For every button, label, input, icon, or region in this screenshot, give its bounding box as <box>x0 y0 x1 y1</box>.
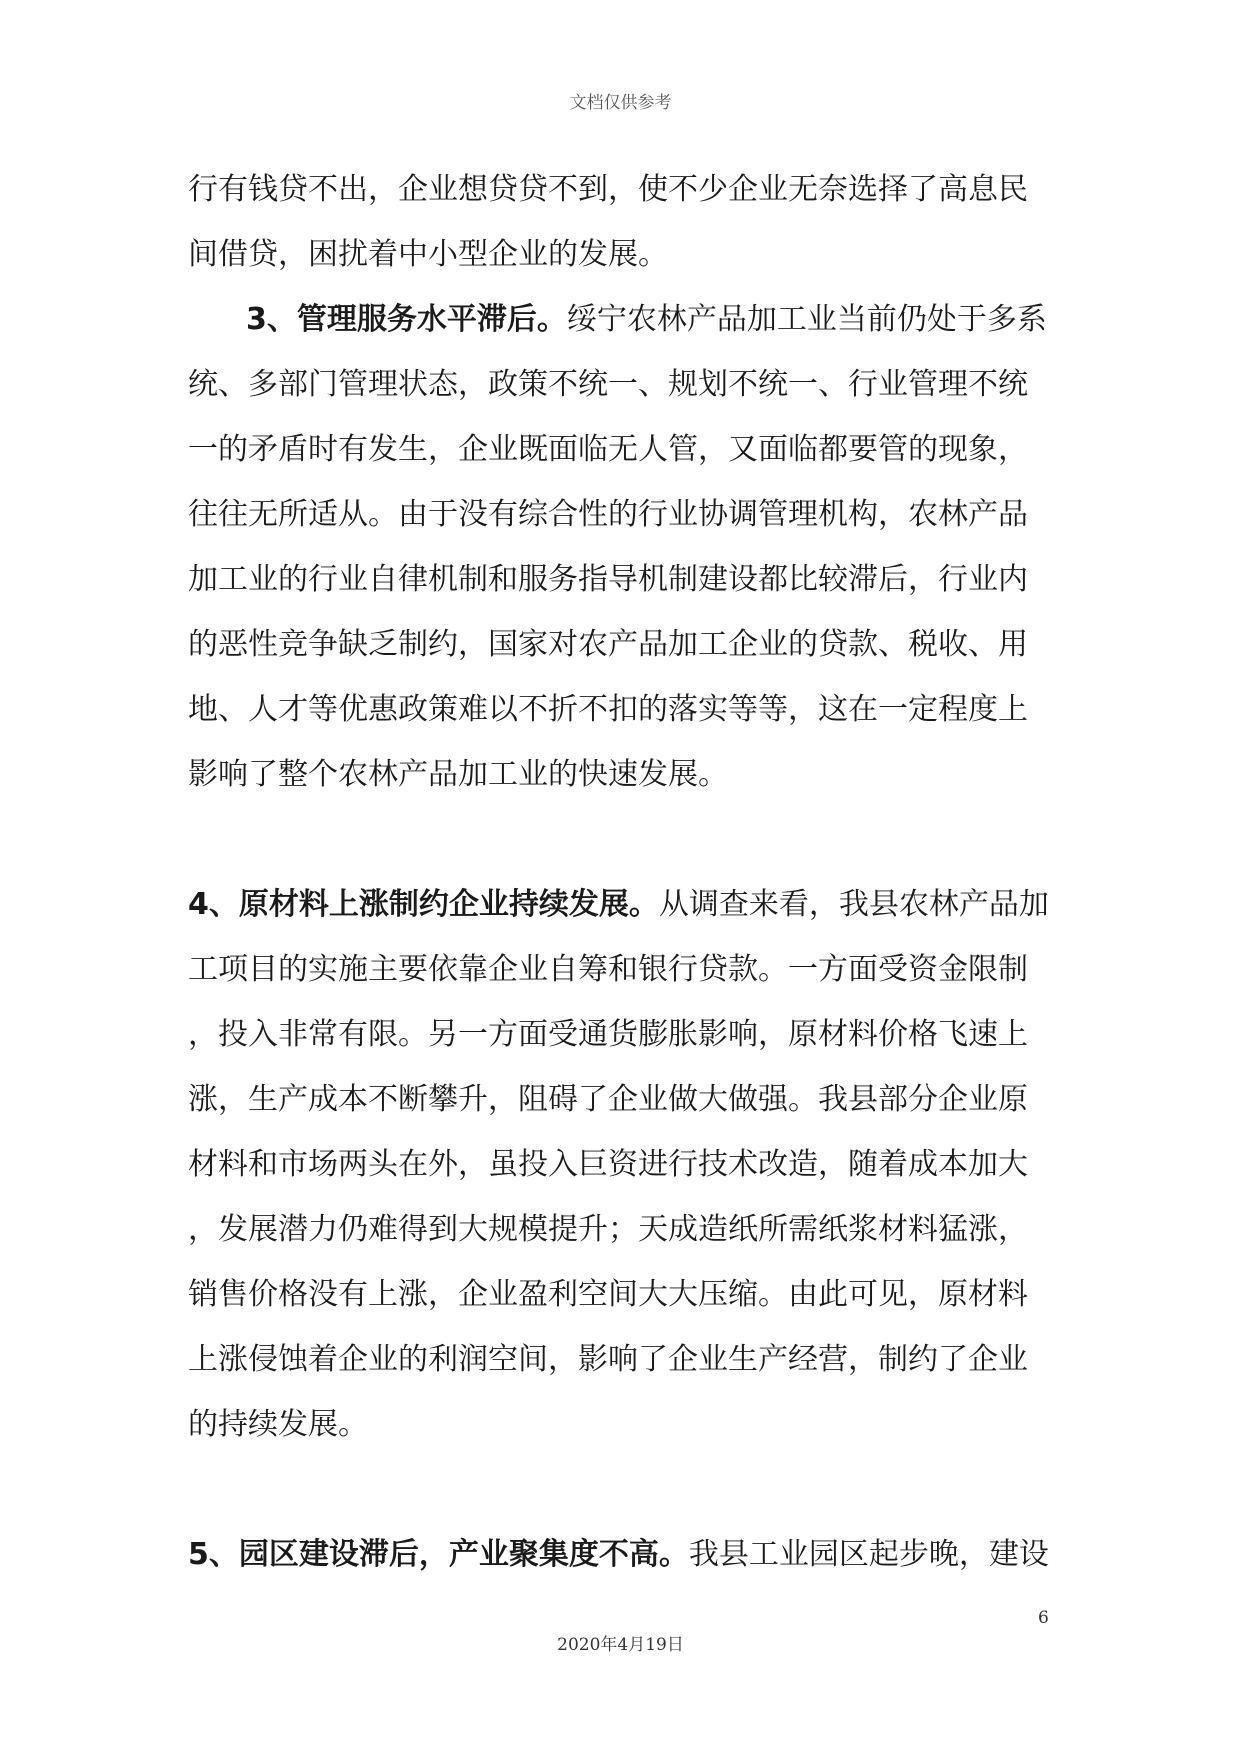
text-line: 的恶性竞争缺乏制约，国家对农产品加工企业的贷款、税收、用 <box>188 627 1028 662</box>
text-line: 加工业的行业自律机制和服务指导机制建设都比较滞后，行业内 <box>188 562 1028 597</box>
text-run: 我县工业园区起步晚，建设 <box>688 1537 1049 1572</box>
footer-date: 2020年4月19日 <box>557 1635 684 1655</box>
paragraph-5-heading-line <box>188 1522 1068 1587</box>
section-heading: 5、园区建设滞后，产业聚集度不高。 <box>188 1537 689 1572</box>
paragraph-gap <box>188 1457 1068 1522</box>
text-line: 行有钱贷不出，企业想贷贷不到，使不少企业无奈选择了高息民 <box>188 172 1028 207</box>
page-header: 文档仅供参考 <box>569 93 672 113</box>
text-line: 间借贷，困扰着中小型企业的发展。 <box>188 237 668 272</box>
section-heading: 3、管理服务水平滞后。 <box>246 302 567 337</box>
text-line: 涨，生产成本不断攀升，阻碍了企业做大做强。我县部分企业原 <box>188 1082 1028 1117</box>
text-run: 从调查来看，我县农林产品加 <box>658 887 1049 922</box>
document-body <box>188 157 1068 1587</box>
text-line: 一的矛盾时有发生，企业既面临无人管，又面临都要管的现象， <box>188 432 1028 467</box>
text-line: 的持续发展。 <box>188 1407 368 1442</box>
text-run: 绥宁农林产品加工业当前仍处于多系 <box>566 302 1047 337</box>
text-line: ，发展潜力仍难得到大规模提升；天成造纸所需纸浆材料猛涨， <box>188 1212 1028 1247</box>
text-line: 往往无所适从。由于没有综合性的行业协调管理机构，农林产品 <box>188 497 1028 532</box>
section-heading: 4、原材料上涨制约企业持续发展。 <box>188 887 659 922</box>
text-line: 材料和市场两头在外，虽投入巨资进行技术改造，随着成本加大 <box>188 1147 1028 1182</box>
text-line: 统、多部门管理状态，政策不统一、规划不统一、行业管理不统 <box>188 367 1028 402</box>
text-line: 地、人才等优惠政策难以不折不扣的落实等等，这在一定程度上 <box>188 692 1028 727</box>
text-line: 工项目的实施主要依靠企业自筹和银行贷款。一方面受资金限制 <box>188 952 1028 987</box>
page-number: 6 <box>1038 1608 1049 1628</box>
text-line: 销售价格没有上涨，企业盈利空间大大压缩。由此可见，原材料 <box>188 1277 1028 1312</box>
paragraph-gap <box>188 807 1068 872</box>
paragraph-3-heading-line <box>188 287 1068 352</box>
text-line: ，投入非常有限。另一方面受通货膨胀影响，原材料价格飞速上 <box>188 1017 1028 1052</box>
text-line: 影响了整个农林产品加工业的快速发展。 <box>188 757 728 792</box>
text-line: 上涨侵蚀着企业的利润空间，影响了企业生产经营，制约了企业 <box>188 1342 1028 1377</box>
paragraph-4-heading-line <box>188 872 1068 937</box>
